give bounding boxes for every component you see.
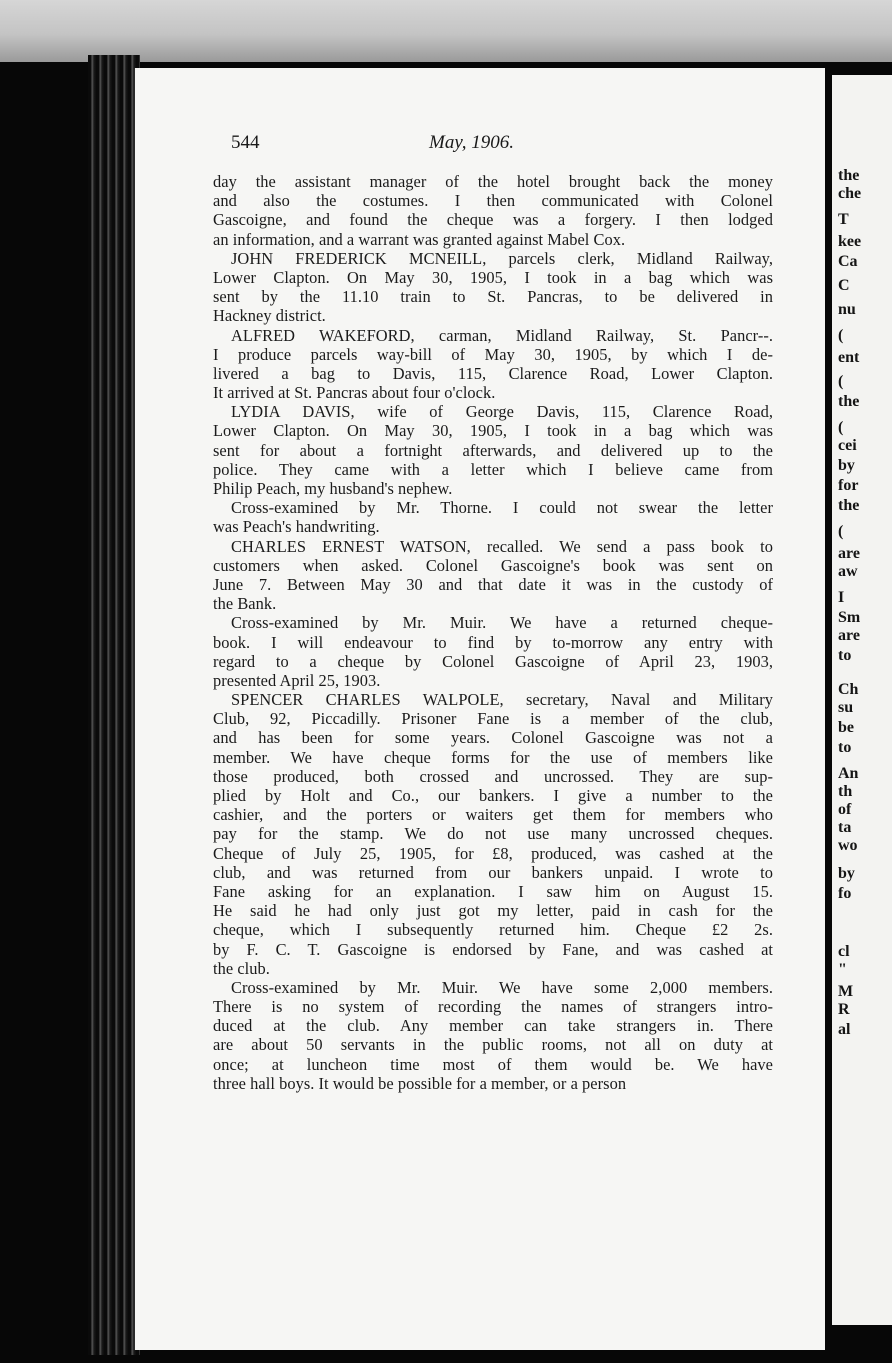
text-line: June 7. Between May 30 and that date it was in the custody of: [213, 574, 773, 594]
right-page-fragment: R: [838, 1001, 850, 1018]
text-line: Gascoigne, and found the cheque was a forgery. I then lodged: [213, 210, 773, 230]
text-line: plied by Holt and Co., our bankers. I give a number to the: [213, 786, 773, 805]
text-line: CHARLES ERNEST WATSON, recalled. We send a pass book to: [231, 536, 773, 556]
right-page-fragment: by: [838, 457, 855, 474]
text-line: regard to a cheque by Colonel Gascoigne of April 23, 1903,: [213, 651, 773, 671]
right-page-fragment: T: [838, 211, 849, 228]
right-page-fragment: nu: [838, 301, 856, 318]
right-page-fragment: the: [838, 167, 860, 184]
text-line: Cross-examined by Mr. Muir. We have a returned cheque-: [231, 613, 773, 633]
right-page-fragment: to: [838, 739, 852, 756]
text-line: Cross-examined by Mr. Thorne. I could not swear the letter: [231, 498, 773, 518]
text-line: those produced, both crossed and uncrossed. They are sup-: [213, 766, 773, 786]
right-page-edge: [832, 75, 892, 1325]
right-page-fragment: Ca: [838, 253, 858, 270]
right-page-fragment: C: [838, 277, 850, 294]
right-page-fragment: Sm: [838, 609, 861, 626]
right-page-fragment: ta: [838, 819, 852, 836]
text-line: three hall boys. It would be possible for a member, or a person: [213, 1073, 627, 1093]
right-page-fragment: of: [838, 801, 852, 818]
text-line: Hackney district.: [213, 306, 326, 326]
right-page-fragment: che: [838, 185, 862, 202]
right-page-fragment: (: [838, 373, 844, 390]
left-page: [133, 68, 825, 1350]
text-line: Lower Clapton. On May 30, 1905, I took in a bag which was: [213, 421, 773, 441]
text-line: book. I will endeavour to find by to-morrow any entry with: [213, 632, 773, 652]
text-line: club, and was returned from our bankers unpaid. I wrote to: [213, 862, 773, 882]
text-line: I produce parcels way-bill of May 30, 1905, by which I de-: [213, 344, 773, 364]
text-line: LYDIA DAVIS, wife of George Davis, 115, Clarence Road,: [231, 402, 773, 422]
right-page-fragment: kee: [838, 233, 862, 250]
text-line: Cross-examined by Mr. Muir. We have some 2,000 members.: [231, 977, 773, 997]
right-page-fragment: are: [838, 545, 860, 562]
top-margin: [0, 0, 892, 62]
text-line: and also the costumes. I then communicated with Colonel: [213, 191, 773, 211]
right-page-fragment: Ch: [838, 681, 859, 698]
text-line: the club.: [213, 958, 270, 978]
right-page-fragment: the: [838, 497, 860, 514]
text-line: Fane asking for an explanation. I saw him on August 15.: [213, 881, 773, 901]
text-line: JOHN FREDERICK MCNEILL, parcels clerk, Midland Railway,: [231, 248, 773, 268]
right-page-fragment: An: [838, 765, 859, 782]
right-page-fragment: cl: [838, 943, 850, 960]
text-line: the Bank.: [213, 594, 277, 614]
right-page-fragment: ": [838, 961, 847, 978]
text-line: an information, and a warrant was granted against Mabel Cox.: [213, 229, 626, 249]
running-head: May, 1906.: [429, 132, 514, 153]
right-page-fragment: M: [838, 983, 854, 1000]
text-line: livered a bag to Davis, 115, Clarence Road, Lower Clapton.: [213, 363, 773, 383]
text-line: Club, 92, Piccadilly. Prisoner Fane is a member of the club,: [213, 709, 773, 729]
right-page-fragment: be: [838, 719, 854, 736]
text-line: police. They came with a letter which I believe came from: [213, 459, 773, 479]
text-line: Lower Clapton. On May 30, 1905, I took in a bag which was: [213, 267, 773, 287]
text-line: day the assistant manager of the hotel brought back the money: [213, 172, 773, 191]
text-line: was Peach's handwriting.: [213, 517, 380, 537]
text-line: ALFRED WAKEFORD, carman, Midland Railway, St. Pancr--.: [231, 325, 773, 345]
right-page-fragment: for: [838, 477, 859, 494]
text-line: customers when asked. Colonel Gascoigne's book was sent on: [213, 555, 773, 575]
text-line: once; at luncheon time most of them would be. We have: [213, 1054, 773, 1074]
text-line: and has been for some years. Colonel Gascoigne was not a: [213, 728, 773, 748]
right-page-fragment: are: [838, 627, 860, 644]
text-line: sent for about a fortnight afterwards, and delivered up to the: [213, 440, 773, 460]
text-line: duced at the club. Any member can take strangers in. There: [213, 1016, 773, 1036]
page-header: [231, 132, 651, 156]
text-line: cheque, which I subsequently returned him. Cheque £2 2s.: [213, 920, 773, 940]
right-page-fragment: to: [838, 647, 852, 664]
right-page-fragment: I: [838, 589, 845, 606]
right-page-fragment: fo: [838, 885, 852, 902]
text-line: It arrived at St. Pancras about four o'clock.: [213, 383, 496, 403]
text-line: cashier, and the porters or waiters get them for members who: [213, 805, 773, 825]
text-line: He said he had only just got my letter, paid in cash for the: [213, 901, 773, 921]
right-page-fragment: cei: [838, 437, 857, 454]
text-line: Cheque of July 25, 1905, for £8, produced, was cashed at the: [213, 843, 773, 863]
text-line: SPENCER CHARLES WALPOLE, secretary, Naval and Military: [231, 690, 773, 710]
right-page-fragment: su: [838, 699, 854, 716]
text-line: pay for the stamp. We do not use many uncrossed cheques.: [213, 824, 773, 844]
right-page-fragment: wo: [838, 837, 858, 854]
right-page-fragment: the: [838, 393, 860, 410]
right-page-fragment: (: [838, 523, 844, 540]
right-page-fragment: (: [838, 327, 844, 344]
right-page-fragment: ent: [838, 349, 860, 366]
text-line: sent by the 11.10 train to St. Pancras, to be delivered in: [213, 287, 773, 307]
right-page-fragment: aw: [838, 563, 858, 580]
right-page-fragment: (: [838, 419, 844, 436]
right-page-fragment: by: [838, 865, 855, 882]
text-line: There is no system of recording the names of strangers intro-: [213, 997, 773, 1017]
text-line: are about 50 servants in the public rooms, not all on duty at: [213, 1035, 773, 1055]
right-page-fragment: th: [838, 783, 853, 800]
right-page-fragment: al: [838, 1021, 851, 1038]
page-number: 544: [231, 132, 260, 153]
body-text: [213, 172, 773, 1093]
text-line: presented April 25, 1903.: [213, 670, 381, 690]
text-line: member. We have cheque forms for the use of members like: [213, 747, 773, 767]
text-line: Philip Peach, my husband's nephew.: [213, 479, 453, 498]
text-line: by F. C. T. Gascoigne is endorsed by Fane, and was cashed at: [213, 939, 773, 959]
